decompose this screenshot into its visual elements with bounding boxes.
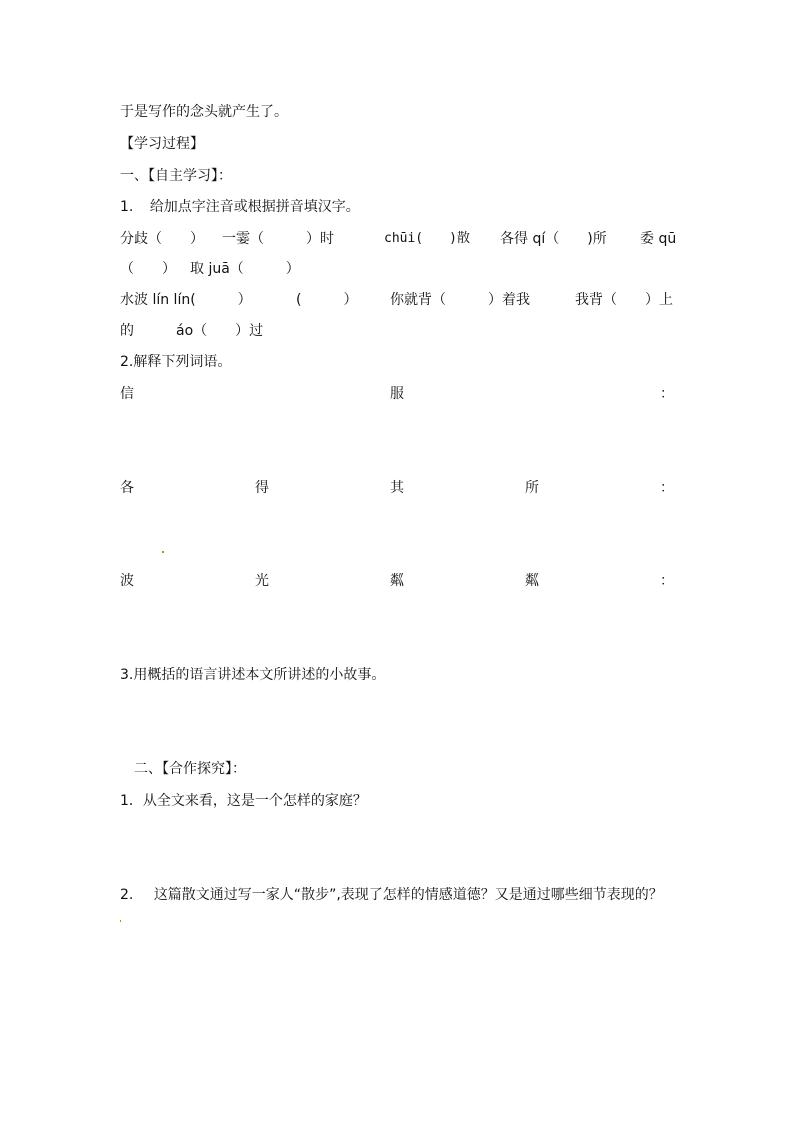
term-colon: ： [660, 480, 674, 496]
part2-q2-text: 这篇散文通过写一家人“散步”,表现了怎样的情感道德？又是通过哪些细节表现的？ [153, 887, 663, 903]
term-char: 粼 [525, 573, 539, 589]
part2-heading: 二、【合作探究】： [134, 761, 246, 777]
term-char: 波 [120, 573, 134, 589]
intro-sentence: 于是写作的念头就产生了。 [120, 104, 288, 120]
stray-mark [120, 920, 121, 922]
term-char: 粼 [390, 573, 404, 589]
blank-jua: 取 juā（ ） [190, 261, 300, 277]
term-char: 信 [120, 386, 134, 402]
term-xinfu [120, 385, 674, 403]
blank-qu-start: 委 qū [640, 231, 677, 247]
term-char: 得 [255, 480, 269, 496]
q1-label: 1. [120, 199, 134, 215]
q3-instruction: 3.用概括的语言讲述本文所讲述的小故事。 [120, 667, 386, 683]
part2-q1: 1．从全文来看，这是一个怎样的家庭？ [120, 793, 367, 809]
q1-instruction [120, 198, 360, 216]
blank-fenqi: 分歧（ ） [120, 231, 204, 247]
blank-chui: chūi( )散 [384, 231, 470, 246]
term-char: 服 [390, 386, 404, 402]
blank-qi: 各得 qí（ )所 [500, 231, 607, 247]
blank-ao-prefix: 的 [120, 323, 134, 339]
term-char: 各 [120, 480, 134, 496]
part2-q2-label: 2. [120, 887, 134, 903]
blank-linlin: 水波 lín lín( ） [120, 292, 252, 308]
term-char: 其 [390, 480, 404, 496]
q2-instruction: 2.解释下列词语。 [120, 354, 232, 370]
blank-bei-2: 我背（ ）上 [575, 292, 673, 308]
term-char: 光 [255, 573, 269, 589]
section-title: 【学习过程】 [120, 136, 204, 152]
term-gedeqisuo [120, 479, 674, 497]
blank-qu-end: （ ） [120, 261, 176, 277]
blank-yisha: 一霎（ ）时 [222, 231, 334, 247]
q1-text: 给加点字注音或根据拼音填汉字。 [149, 199, 360, 215]
blank-ao: áo（ ）过 [176, 323, 264, 339]
blank-bei-1: 你就背（ ）着我 [390, 292, 530, 308]
stray-mark [162, 551, 164, 553]
term-char: 所 [525, 480, 539, 496]
part2-q2 [120, 886, 663, 904]
blank-linlin-2: ( ） [296, 292, 358, 308]
term-colon: ： [660, 386, 674, 402]
part1-heading: 一、【自主学习】： [120, 168, 232, 184]
term-colon: ： [660, 573, 674, 589]
term-boguanglinlin [120, 572, 674, 590]
